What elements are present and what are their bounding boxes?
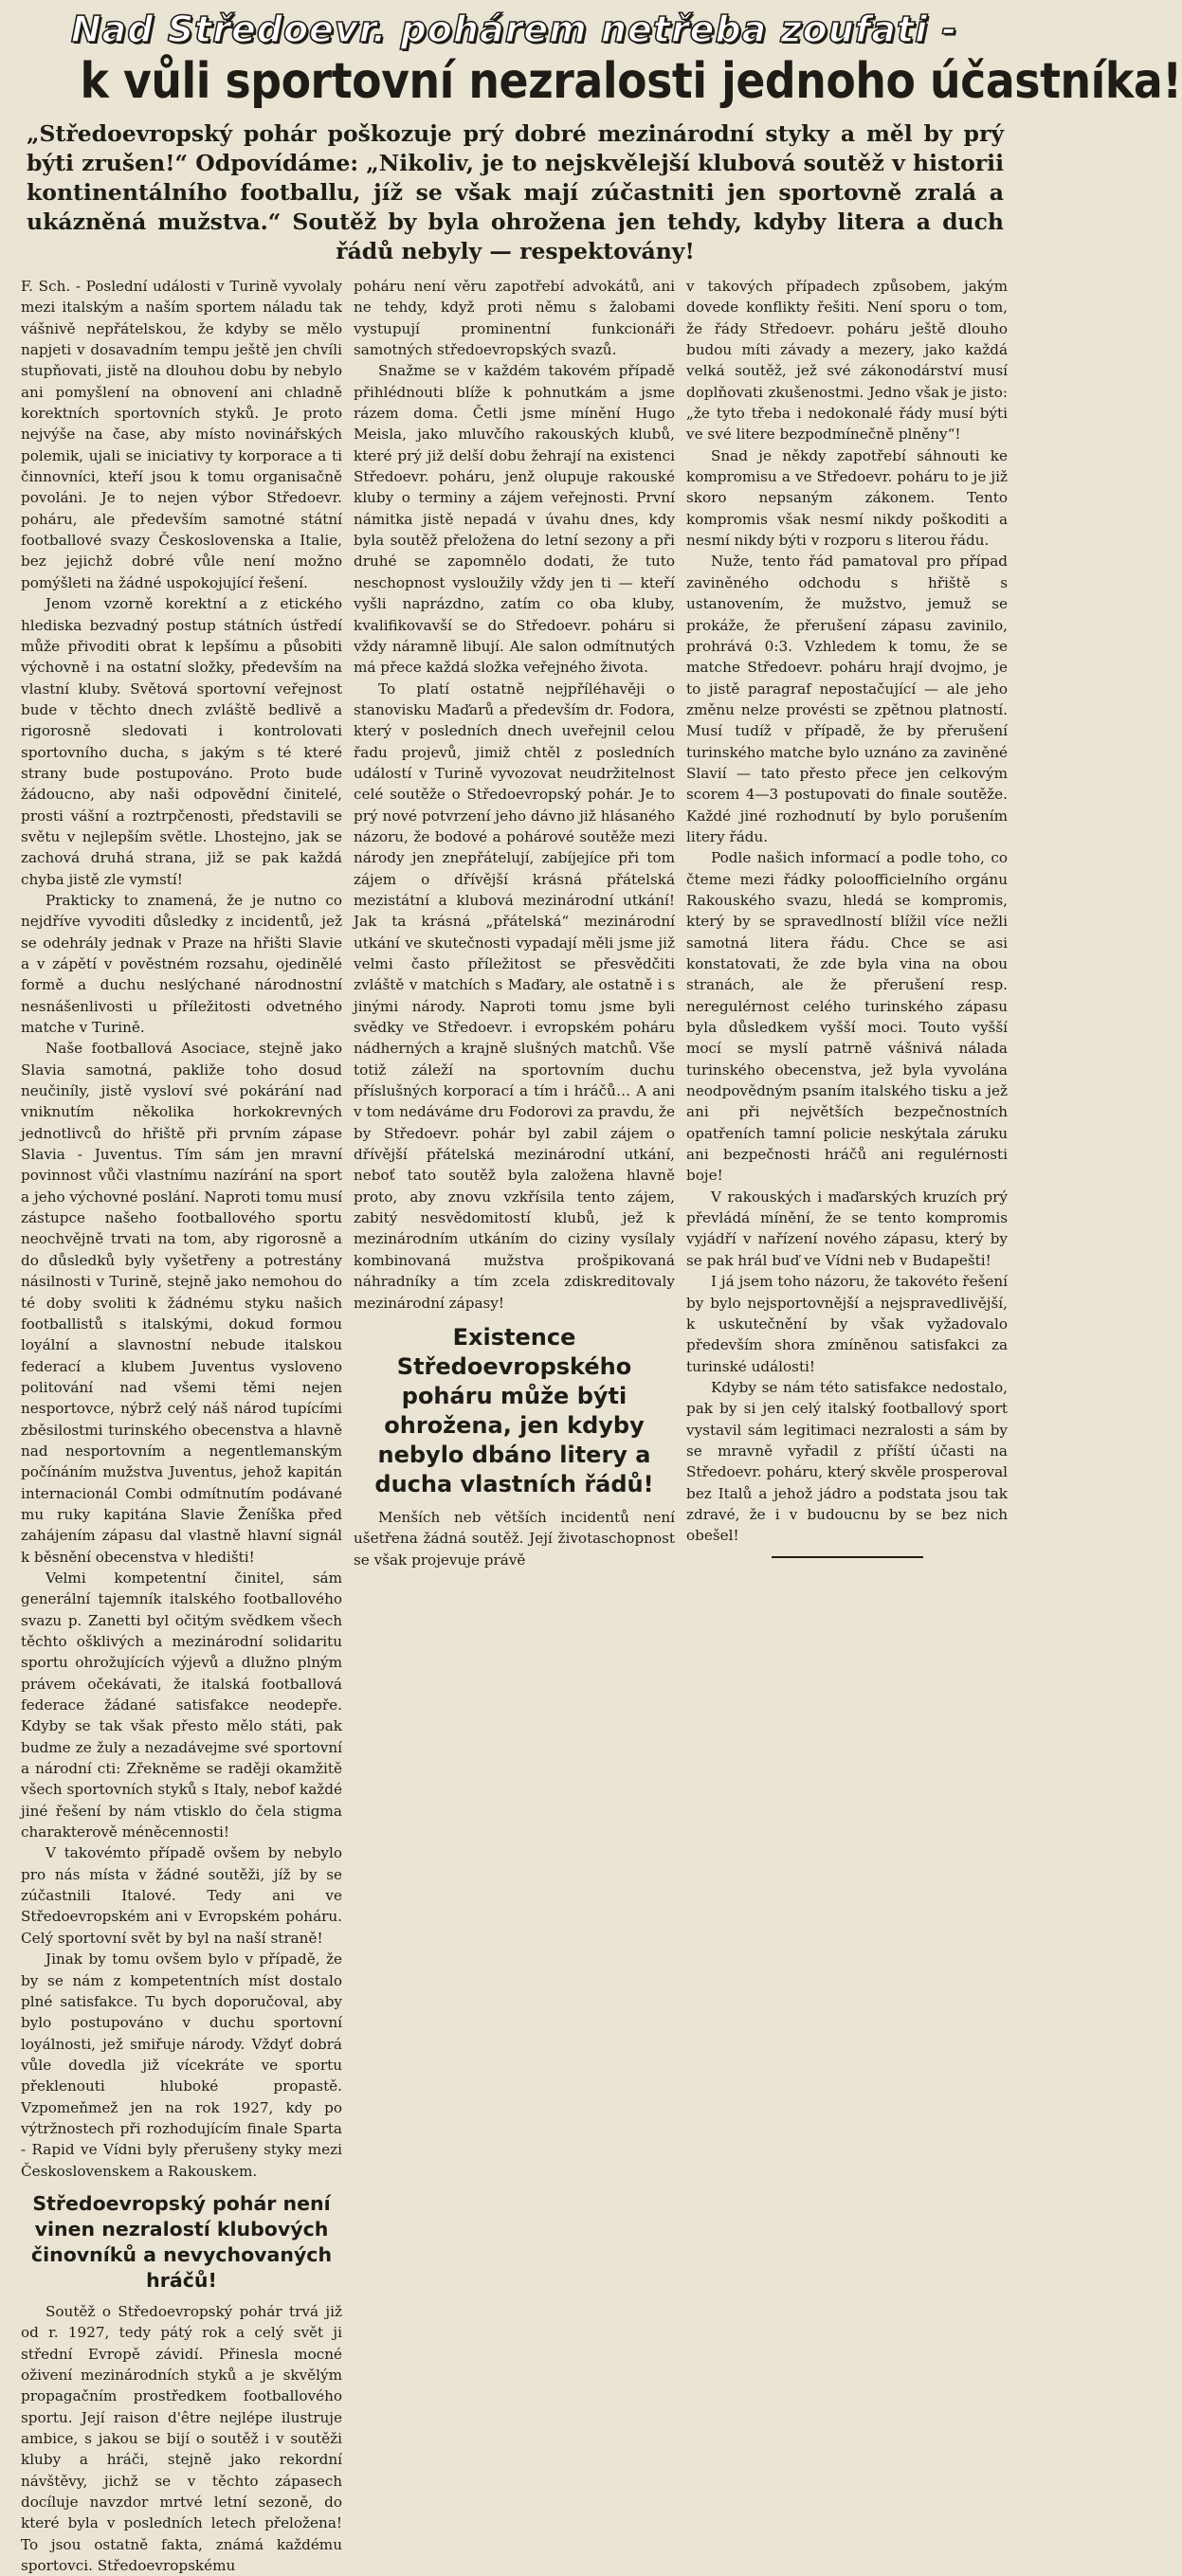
paragraph: I já jsem toho názoru, že takovéto řešení by bylo nejsportovnější a nejspravedlivější, k uskutečnění by však vyžadovalo především shora zmíněnou satisfakci za turinské události!	[686, 1273, 1008, 1375]
paragraph: V rakouských i maďarských kruzích prý převládá mínění, že se tento kompromis vyjádří v nařízení nového zápasu, který by se pak hrál buď ve Vídni neb v Budapešti!	[686, 1188, 1008, 1269]
paragraph: Nuže, tento řád pamatoval pro případ zaviněného odchodu s hřiště s ustanovením, že mužstvo, jemuž se prokáže, že přerušení zápasu zavinilo, prohrává 0:3. Vzhledem k tomu, že se matche Středoevr. poháru hrají dvojmo, je to jistě paragraf nepostačující — ale jeho změnu nelze provésti se zpětnou platností. Musí tudíž v případě, že by přerušení turinského matche bylo uznáno za zaviněné Slavií — tato přesto přece jen celkovým scorem 4—3 postupovati do finale soutěže. Každé jiné rozhodnutí by bylo porušením litery řádu.	[686, 553, 1008, 845]
paragraph: Snažme se v každém takovém případě přihlédnouti blíže k pohnutkám a jsme rázem doma. Četli jsme mínění Hugo Meisla, jako mluvčího rakouských klubů, které prý již delší dobu žehrají na existenci Středoevr. poháru, jenž olupuje rakouské kluby o terminy a zájem veřejnosti. První námitka jistě nepadá v úvahu dnes, kdy byla soutěž přeložena do letní sezony a při druhé se zapomnělo dodati, že tuto neschopnost vysloužily vždy jen ti — kteří vyšli naprázdno, zatím co oba kluby, kvalifikovavší se do Středoevr. poháru si vždy náramně libují. Ale salon odmítnutých má přece každá složka veřejného života.	[354, 362, 675, 677]
lead-paragraph: „Středoevropský pohár poškozuje prý dobré mezinárodní styky a měl by prý býti zrušen!“ Odpovídáme: „Nikoliv, je to nejskvělejší klubová soutěž v historii kontinentálního footballu, jíž se však mají zúčastniti jen sportovně zralá a ukázněná mužstva.“ Soutěž by byla ohrožena jen tehdy, kdyby litera a duch řádů nebyly — respektovány!	[27, 120, 1004, 264]
end-rule	[772, 1556, 923, 1558]
paragraph: Podle našich informací a podle toho, co čteme mezi řádky poloofficielního orgánu Rakouského svazu, hledá se kompromis, který by se spravedlností blížil více nežli samotná litera řádu. Chce se asi konstatovati, že zde byla vina na obou stranách, ale že přerušení resp. neregulérnost celého turinského zápasu byla důsledkem vyšší moci. Touto vyšší mocí se myslí patrně vášnivá nálada turinského obecenstva, jež byla vyvolána neodpovědným psaním italského tisku a jež ani při největších bezpečnostních opatřeních tamní policie neskýtala záruku ani bezpečnosti hráčů ani regulérnosti boje!	[686, 849, 1008, 1185]
subheading: Středoevropský pohár není vinen nezralostí klubových činovníků a nevychovaných hráčů!	[30, 2191, 333, 2292]
article-columns	[21, 276, 1008, 2576]
paragraph: Jinak by tomu ovšem bylo v případě, že by se nám z kompetentních míst dostalo plné satisfakce. Tu bych doporučoval, aby bylo postupováno v duchu sportovní loyálnosti, jež smiřuje národy. Vždyť dobrá vůle dovedla již vícekráte ve sportu překlenouti hluboké propastě. Vzpomeňmež jen na rok 1927, kdy po výtržnostech při rozhodujícím finale Sparta - Rapid ve Vídni byly přerušeny styky mezi Československem a Rakouskem.	[21, 1950, 342, 2180]
paragraph: Naše footballová Asociace, stejně jako Slavia samotná, pakliže toho dosud neučiníly, jistě vysloví své pokárání nad vniknutím několika horkokrevných jednotlivců do hřiště při prvním zápase Slavia - Juventus. Tím sám jen mravní povinnost vůči vlastnímu nazírání na sport a jeho výchovné poslání. Naproti tomu musí zástupce našeho footballového sportu neochvějně trvati na tom, aby rigorosně a do důsledků byly vyšetřeny a potrestány násilnosti v Turině, stejně jako nemohou do té doby svoliti k žádnému styku našich footballistů s italskými, dokud formou loyální a slavnostní nebude italskou federací a klubem Juventus vysloveno politování nad všemi těmi nejen nesportovce, nýbrž celý náš národ tupícími zběsilostmi turinského obecenstva a hlavně nad nesportovním a negentlemanským počínáním mužstva Juventus, jehož kapitán internacionál Combi odmítnutím podávané mu ruky kapitána Slavie Ženíška před zahájením zápasu dal vlastně hlavní signál k běsnění obecenstva v hledišti!	[21, 1040, 342, 1566]
paragraph: V takovémto případě ovšem by nebylo pro nás místa v žádné soutěži, jíž by se zúčastnili Italové. Tedy ani ve Středoevropském ani v Evropském poháru. Celý sportovní svět by byl na naší straně!	[21, 1844, 342, 1947]
paragraph: Jenom vzorně korektní a z etického hlediska bezvadný postup státních ústředí může přivoditi obrat k lepšímu a působiti výchovně i na ostatní složky, především na vlastní kluby. Světová sportovní veřejnost bude v těchto dnech zvláště bedlivě a rigorosně sledovati i kontrolovati sportovního ducha, s jakým s té které strany bude postupováno. Proto bude žádoucno, aby naši odpovědní činitelé, prosti vášní a roztrpčenosti, představili se světu v nejlepším světle. Lhostejno, jak se zachová druhá strana, již se pak každá chyba jistě zle vymstí!	[21, 595, 342, 888]
main-headline: k vůli sportovní nezralosti jednoho účastníka!	[80, 53, 1182, 110]
paragraph: F. Sch. - Poslední události v Turině vyvolaly mezi italským a naším sportem náladu tak vášnivě nepřátelskou, že kdyby se mělo napjeti v dosavadním tempu ještě jen chvíli stupňovati, jistě na dlouhou dobu by nebylo ani pomyšlení na obnovení ani chladně korektních sportovních styků. Je proto nejvýše na čase, aby místo novinářských polemik, ujali se iniciativy ty korporace a ti činnovníci, kteří jsou k tomu organisačně povoláni. Je to nejen výbor Středoevr. poháru, ale především samotné státní footballové svazy Československa a Italie, bez jejichž dobré vůle není možno pomýšleti na žádné uspokojující řešení.	[21, 278, 342, 591]
paragraph: Soutěž o Středoevropský pohár trvá již od r. 1927, tedy pátý rok a celý svět ji střední Evropě závidí. Přinesla mocné oživení mezinárodních styků a je skvělým propagačním prostředkem footballového sportu. Její raison d'être nejlépe ilustruje ambice, s jakou se bijí o soutěž i v soutěži kluby a hráči, stejně jako rekordní návštěvy, jichž se v těchto zápasech docíluje navzdor mrtvé letní sezoně, do které byla v posledních letech přeložena! To jsou ostatně fakta, známá každému sportovci. Středoevropskému	[21, 2302, 342, 2575]
paragraph: v takových případech způsobem, jakým dovede konflikty řešiti. Není sporu o tom, že řády Středoevr. poháru ještě dlouho budou míti závady a mezery, jako každá velká soutěž, jež své zákonodárství musí doplňovati zkušenostmi. Jedno však je jisto: „že tyto třeba i nedokonalé řády musí býti ve své litere bezpodmínečně plněny“!	[686, 278, 1008, 444]
column-1	[21, 276, 342, 2576]
paragraph: Prakticky to znamená, že je nutno co nejdříve vyvoditi důsledky z incidentů, jež se odehrály jednak v Praze na hřišti Slavie a v zápětí v pověstném rozsahu, ojedinělé formě a duchu neslýchané národnostní nesnášenlivosti u příležitosti odvetného matche v Turině.	[21, 891, 342, 1037]
column-2	[354, 276, 675, 2576]
paragraph: poháru není věru zapotřebí advokátů, ani ne tehdy, když proti němu s žalobami vystupují prominentní funkcionáři samotných středoevropských svazů.	[354, 278, 675, 359]
kicker-headline: Nad Středoevr. pohárem netřeba zoufati -	[70, 9, 958, 50]
paragraph: Snad je někdy zapotřebí sáhnouti ke kompromisu a ve Středoevr. poháru to je již skoro nepsaným zákonem. Tento kompromis však nesmí nikdy poškoditi a nesmí nikdy býti v rozporu s literou řádu.	[686, 446, 1008, 550]
paragraph: To platí ostatně nejpříléhavěji o stanovisku Maďarů a především dr. Fodora, který v posledních dnech uveřejnil celou řadu projevů, jimiž chtěl z posledních událostí v Turině vyvozovat neudržitelnost celé soutěže o Středoevropský pohár. Je to prý nové potvrzení jeho dávno již hlásaného názoru, že bodové a pohárové soutěže mezi národy jen znepřátelují, zabíjejíce při tom zájem o dřívější krásná přátelská mezistátní a klubová mezinárodní utkání! Jak ta krásná „přátelská“ mezinárodní utkání ve skutečnosti vypadají měli jsme již velmi často příležitost se přesvědčiti zvláště v matchích s Maďary, ale ostatně i s jinými národy. Naproti tomu jsme byli svědky ve Středoevr. i evropském poháru nádherných a krajně slušných matchů. Vše totiž záleží na sportovním duchu příslušných korporací a tím i hráčů… A ani v tom nedáváme dru Fodorovi za pravdu, že by Středoevr. pohár byl zabil zájem o dřívější přátelská mezinárodní utkání, neboť tato soutěž byla založena hlavně proto, aby znovu vzkřísila tento zájem, zabitý nesvědomitostí klubů, jež k mezinárodním utkáním do ciziny vysílaly kombinovaná mužstva prošpikovaná náhradníky a tím zcela zdiskreditovaly mezinárodní zápasy!	[354, 680, 675, 1312]
column-3	[686, 276, 1008, 2576]
paragraph: Kdyby se nám této satisfakce nedostalo, pak by si jen celý italský footballový sport vystavil sám legitimaci nezralosti a sám by se mravně vyřadil z příští účasti na Středoevr. poháru, který skvěle prosperoval bez Italů a jehož jádro a podstata jsou tak zdravé, že i v budoucnu by se bez nich obešel!	[686, 1378, 1008, 1545]
paragraph: Velmi kompetentní činitel, sám generální tajemník italského footballového svazu p. Zanetti byl očitým svědkem všech těchto ošklivých a mezinárodní solidaritu sportu ohrožujících výjevů a dlužno plným právem očekávati, že italská footballová federace žádané satisfakce neodepře. Kdyby se tak však přesto mělo státi, pak budme ze žuly a nezadávejme své sportovní a národní cti: Zřekněme se raději okamžitě všech sportovních styků s Italy, nebof každé jiné řešení by nám vtisklo do čela stigma charakterově méněcennosti!	[21, 1569, 342, 1841]
subheading: Existence Středoevropského poháru může býti ohrožena, jen kdyby nebylo dbáno litery a ducha vlastních řádů!	[374, 1323, 654, 1497]
paragraph: Menších neb větších incidentů není ušetřena žádná soutěž. Její životaschopnost se však projevuje právě	[354, 1508, 675, 1569]
